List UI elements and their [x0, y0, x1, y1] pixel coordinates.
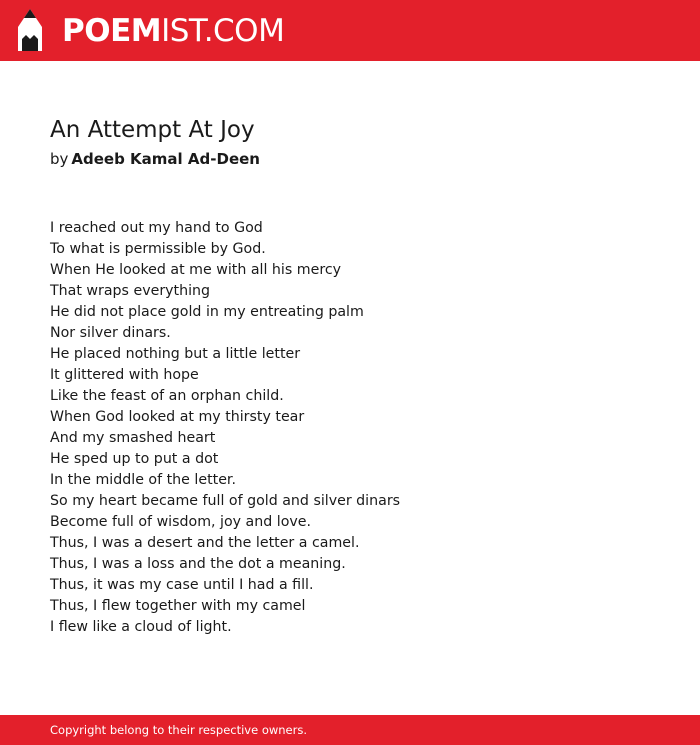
poem-line: He did not place gold in my entreating palm — [50, 304, 364, 320]
poem-line: Thus, I was a desert and the letter a camel. — [50, 535, 360, 551]
pencil-icon — [17, 9, 43, 51]
poem-byline — [50, 148, 260, 170]
poem-line: Thus, I was a loss and the dot a meaning. — [50, 556, 346, 572]
poem-line: Become full of wisdom, joy and love. — [50, 514, 312, 530]
poem-line: Thus, it was my case until I had a fill. — [50, 577, 314, 593]
poem-title: An Attempt At Joy — [50, 117, 255, 143]
poem-line: He sped up to put a dot — [50, 451, 219, 467]
site-footer — [0, 715, 700, 745]
poem-line: Nor silver dinars. — [50, 325, 171, 341]
site-logo[interactable] — [62, 13, 284, 49]
poem-line: When God looked at my thirsty tear — [50, 409, 305, 425]
poem-body — [50, 218, 670, 638]
poem-line: So my heart became full of gold and silver dinars — [50, 493, 401, 509]
site-header — [0, 0, 700, 61]
poem-line: That wraps everything — [50, 283, 211, 299]
poem-line: He placed nothing but a little letter — [50, 346, 301, 362]
author-name: Adeeb Kamal Ad-Deen — [71, 150, 260, 168]
poem-line: Like the feast of an orphan child. — [50, 388, 284, 404]
poem-line: And my smashed heart — [50, 430, 216, 446]
poem-line: I flew like a cloud of light. — [50, 619, 232, 635]
logo-text-light: IST.COM — [161, 13, 285, 49]
poem-line: When He looked at me with all his mercy — [50, 262, 342, 278]
poem-line: In the middle of the letter. — [50, 472, 236, 488]
poem-line: It glittered with hope — [50, 367, 199, 383]
copyright-text: Copyright belong to their respective owners. — [50, 723, 308, 737]
poem-line: I reached out my hand to God — [50, 220, 263, 236]
logo-text-bold: POEM — [62, 13, 162, 49]
by-label: by — [50, 150, 69, 168]
poem-line: Thus, I flew together with my camel — [50, 598, 306, 614]
poem-line: To what is permissible by God. — [50, 241, 266, 257]
